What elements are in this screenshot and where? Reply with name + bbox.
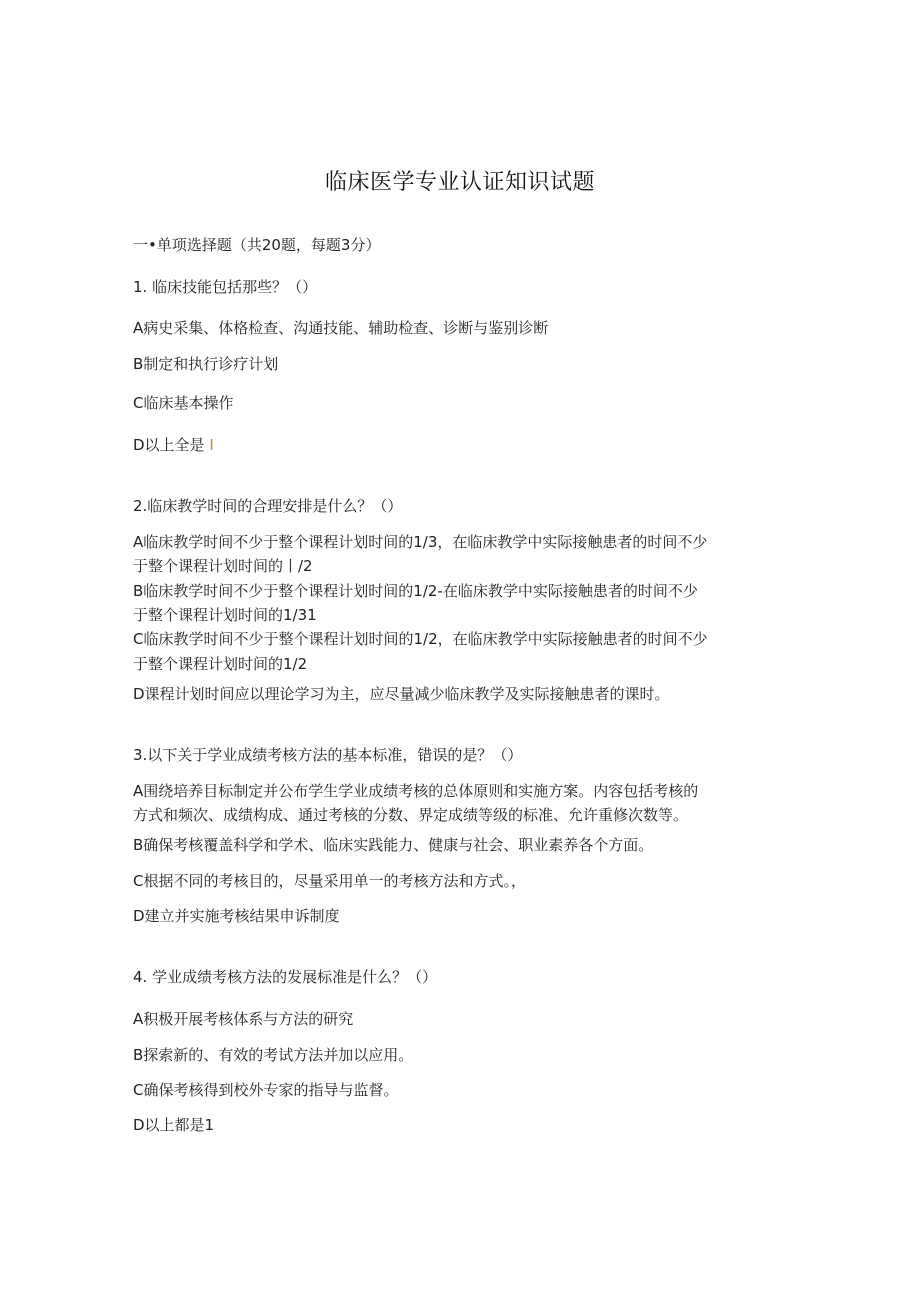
question-1-option-d-row xyxy=(133,434,214,456)
question-4-stem: 4. 学业成绩考核方法的发展标准是什么？（） xyxy=(133,968,438,986)
question-2-option-c-line1: C临床教学时间不少于整个课程计划时间的1/2，在临床教学中实际接触患者的时间不少 xyxy=(133,630,708,648)
question-1-option-b: B制定和执行诊疗计划 xyxy=(133,355,279,373)
question-3-option-b: B确保考核覆盖科学和学术、临床实践能力、健康与社会、职业素养各个方面。 xyxy=(133,836,654,854)
question-2-option-b-line2: 于整个课程计划时间的1/31 xyxy=(133,606,317,624)
question-2-option-d: D课程计划时间应以理论学习为主，应尽量减少临床教学及实际接触患者的课时。 xyxy=(133,685,670,703)
question-1-option-c: C临床基本操作 xyxy=(133,394,234,412)
question-2-option-a-line2: 于整个课程计划时间的丨/2 xyxy=(133,557,313,575)
question-3-stem: 3.以下关于学业成绩考核方法的基本标准，错误的是？（） xyxy=(133,746,523,764)
question-2-stem: 2.临床教学时间的合理安排是什么？（） xyxy=(133,497,403,515)
question-1-option-d: D以上全是 xyxy=(133,436,205,454)
section-heading: 一•单项选择题（共20题，每题3分） xyxy=(133,236,381,254)
question-1-stem: 1. 临床技能包括那些？（） xyxy=(133,278,318,296)
question-4-option-d: D以上都是1 xyxy=(133,1116,215,1134)
question-3-option-a-line2: 方式和频次、成绩构成、通过考核的分数、界定成绩等级的标准、允许重修次数等。 xyxy=(133,806,689,824)
question-4-option-a: A积极开展考核体系与方法的研究 xyxy=(133,1010,354,1028)
question-3-option-a-line1: A围绕培养目标制定并公布学生学业成绩考核的总体原则和实施方案。内容包括考核的 xyxy=(133,782,699,800)
question-1-option-a: A病史采集、体格检查、沟通技能、辅助检查、诊断与鉴别诊断 xyxy=(133,319,549,337)
document-title: 临床医学专业认证知识试题 xyxy=(324,170,595,195)
question-3-option-d: D建立并实施考核结果申诉制度 xyxy=(133,907,340,925)
question-3-option-c: C根据不同的考核目的，尽量采用单一的考核方法和方式。， xyxy=(133,872,526,890)
question-1-answer-mark: I xyxy=(209,436,214,454)
question-2-option-a-line1: A临床教学时间不少于整个课程计划时间的1/3，在临床教学中实际接触患者的时间不少 xyxy=(133,533,708,551)
question-2-option-b-line1: B临床教学时间不少于整个课程计划时间的1/2-在临床教学中实际接触患者的时间不少 xyxy=(133,582,698,600)
question-4-option-b: B探索新的、有效的考试方法并加以应用。 xyxy=(133,1046,414,1064)
question-2-option-c-line2: 于整个课程计划时间的1/2 xyxy=(133,655,308,673)
question-4-option-c: C确保考核得到校外专家的指导与监督。 xyxy=(133,1081,399,1099)
